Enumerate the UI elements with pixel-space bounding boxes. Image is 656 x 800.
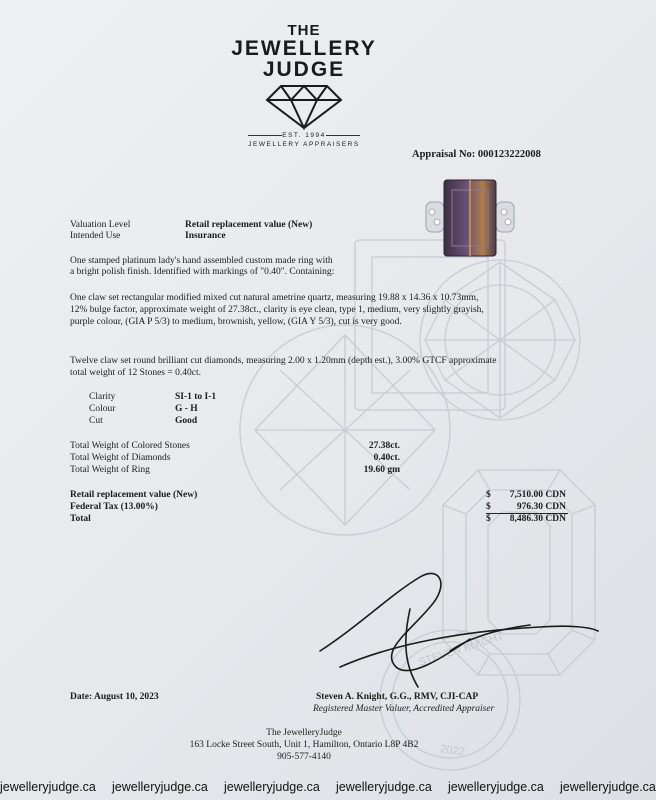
grade-value-cut: Good [175, 416, 198, 426]
weight-label-ring: Total Weight of Ring [70, 465, 150, 475]
logo-line-jewellery: JEWELLERY [231, 37, 377, 60]
footer-url-6[interactable]: jewelleryjudge.ca [560, 780, 656, 794]
total-currency-tax: $ [486, 502, 491, 512]
valuation-level-label: Valuation Level [70, 220, 131, 230]
total-currency-total: $ [486, 514, 491, 524]
desc-p1-line2: a bright polish finish. Identified with markings of "0.40". Containing: [70, 267, 335, 277]
weight-value-ring: 19.60 gm [363, 465, 400, 475]
weight-label-diamonds: Total Weight of Diamonds [70, 453, 171, 463]
grade-label-colour: Colour [89, 404, 116, 414]
grade-label-cut: Cut [89, 416, 103, 426]
intended-use-value: Insurance [185, 231, 226, 241]
grade-label-clarity: Clarity [89, 392, 116, 402]
svg-text:STEVEN KNIGHT: STEVEN KNIGHT [417, 630, 506, 669]
logo-rule-right [326, 135, 360, 136]
report-date: Date: August 10, 2023 [70, 692, 159, 702]
valuation-level-value: Retail replacement value (New) [185, 220, 313, 230]
logo-line-the: THE [287, 22, 321, 39]
diamond-icon [261, 82, 347, 132]
weight-value-colored: 27.38ct. [368, 441, 400, 451]
address-company: The JewelleryJudge [266, 728, 342, 738]
total-amount-tax: 976.30 CDN [516, 502, 566, 512]
desc-p2-line1: One claw set rectangular modified mixed cut natural ametrine quartz, measuring 19.88 x 14.36 x 10.73mm, [70, 293, 479, 303]
weight-label-colored: Total Weight of Colored Stones [70, 441, 190, 451]
footer-url-3[interactable]: jewelleryjudge.ca [224, 780, 320, 794]
svg-text:2022: 2022 [439, 743, 466, 759]
footer-url-4[interactable]: jewelleryjudge.ca [336, 780, 432, 794]
desc-p3-line1: Twelve claw set round brilliant cut diamonds, measuring 2.00 x 1.20mm (depth est.), 3.00% GTCF approximate [70, 356, 497, 366]
intended-use-label: Intended Use [70, 231, 121, 241]
weight-value-diamonds: 0.40ct. [373, 453, 400, 463]
total-label-retail: Retail replacement value (New) [70, 490, 198, 500]
signer-title: Registered Master Valuer, Accredited Appraiser [313, 704, 495, 714]
address-street: 163 Locke Street South, Unit 1, Hamilton, Ontario L8P 4B2 [189, 740, 419, 750]
grade-value-clarity: SI-1 to I-1 [175, 392, 217, 402]
signer-name: Steven A. Knight, G.G., RMV, CJI-CAP [316, 692, 479, 702]
logo-est: EST. 1994 [282, 132, 326, 139]
desc-p2-line3: purple colour, (GIA P 5/3) to medium, brownish, yellow, (GIA Y 5/3), cut is very good. [70, 317, 402, 327]
signature [300, 555, 600, 705]
grade-value-colour: G - H [175, 404, 198, 414]
ring-photo [422, 172, 518, 268]
total-label-tax: Federal Tax (13.00%) [70, 502, 158, 512]
footer-url-5[interactable]: jewelleryjudge.ca [448, 780, 544, 794]
logo-line-judge: JUDGE [262, 58, 346, 81]
footer-url-2[interactable]: jewelleryjudge.ca [112, 780, 208, 794]
footer-url-1[interactable]: jewelleryjudge.ca [0, 780, 96, 794]
desc-p3-line2: total weight of 12 Stones = 0.40ct. [70, 368, 201, 378]
logo-rule-left [248, 135, 282, 136]
address-phone: 905-577-4140 [277, 752, 331, 762]
total-currency-retail: $ [486, 490, 491, 500]
desc-p1-line1: One stamped platinum lady's hand assembled custom made ring with [70, 256, 333, 266]
desc-p2-line2: 12% bulge factor, approximate weight of 27.38ct., clarity is eye clean, type 1, medium, very slightly grayish, [70, 305, 484, 315]
total-amount-retail: 7,510.00 CDN [509, 490, 566, 500]
appraisal-number: Appraisal No: 000123222008 [412, 149, 541, 160]
total-amount-total: 8,486.30 CDN [509, 514, 566, 524]
logo-subtitle: JEWELLERY APPRAISERS [248, 141, 360, 148]
total-label-total: Total [70, 514, 91, 524]
